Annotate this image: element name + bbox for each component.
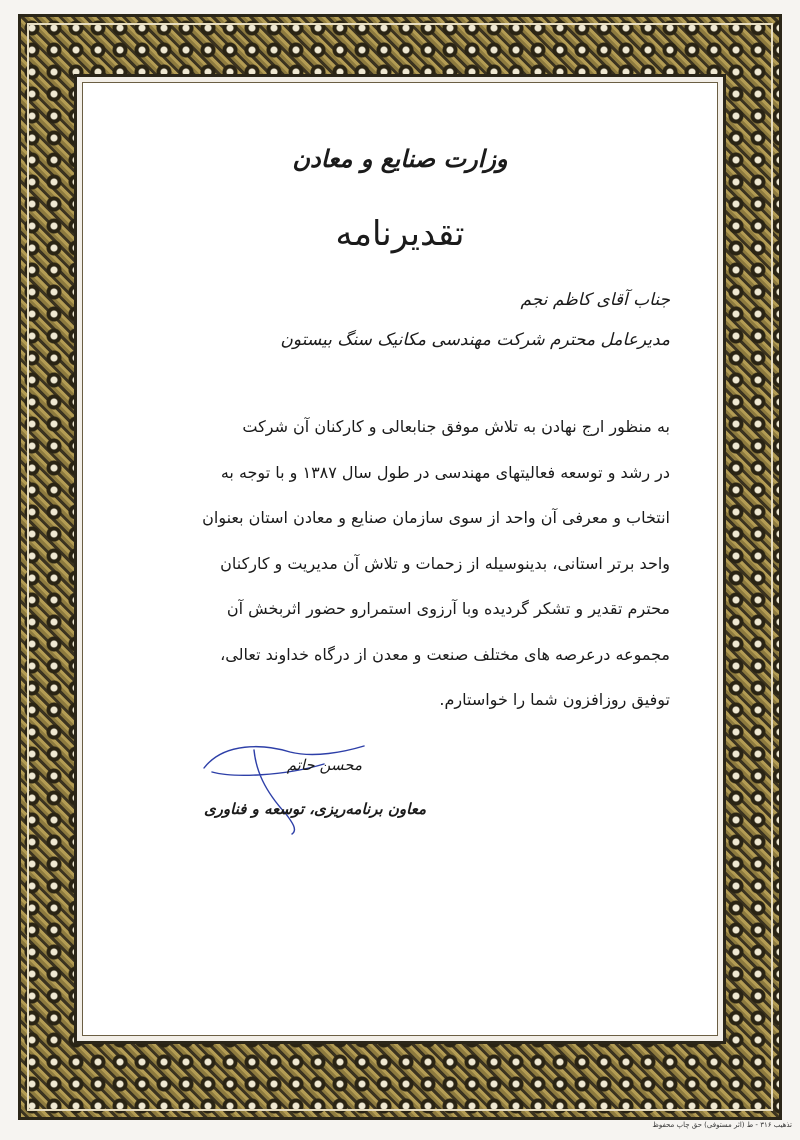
recipient-name: جناب آقای کاظم نجم <box>520 290 670 310</box>
certificate-content <box>82 82 718 1036</box>
body-line: در رشد و توسعه فعالیتهای مهندسی در طول سال ۱۳۸۷ و با توجه به <box>220 462 670 482</box>
recipient-position: مدیرعامل محترم شرکت مهندسی مکانیک سنگ بیستون <box>280 330 670 350</box>
body-line: به منظور ارج نهادن به تلاش موفق جنابعالی و کارکنان آن شرکت <box>242 417 670 436</box>
handwritten-signature <box>194 730 374 840</box>
certificate-title: تقدیرنامه <box>335 214 465 254</box>
body-line: محترم تقدیر و تشکر گردیده وبا آرزوی استمرارو حضور اثربخش آن <box>226 599 670 618</box>
body-line: واحد برتر استانی، بدینوسیله از زحمات و تلاش آن مدیریت و کارکنان <box>220 553 670 573</box>
signer-title: معاون برنامه‌ریزی، توسعه و فناوری <box>203 800 426 818</box>
print-credit-note: تذهیب ۳۱۶ - ط (اثر مستوفی) حق چاپ محفوظ <box>652 1121 792 1129</box>
certificate-body <box>130 404 670 723</box>
body-line: مجموعه درعرصه های مختلف صنعت و معدن از درگاه خداوند تعالی، <box>220 644 670 664</box>
body-line: انتخاب و معرفی آن واحد از سوی سازمان صنایع و معادن استان بعنوان <box>202 508 670 527</box>
signer-name: محسن حاتم <box>286 756 362 774</box>
body-line: توفیق روزافزون شما را خواستارم. <box>439 690 670 709</box>
ministry-heading: وزارت صنایع و معادن <box>292 144 508 173</box>
